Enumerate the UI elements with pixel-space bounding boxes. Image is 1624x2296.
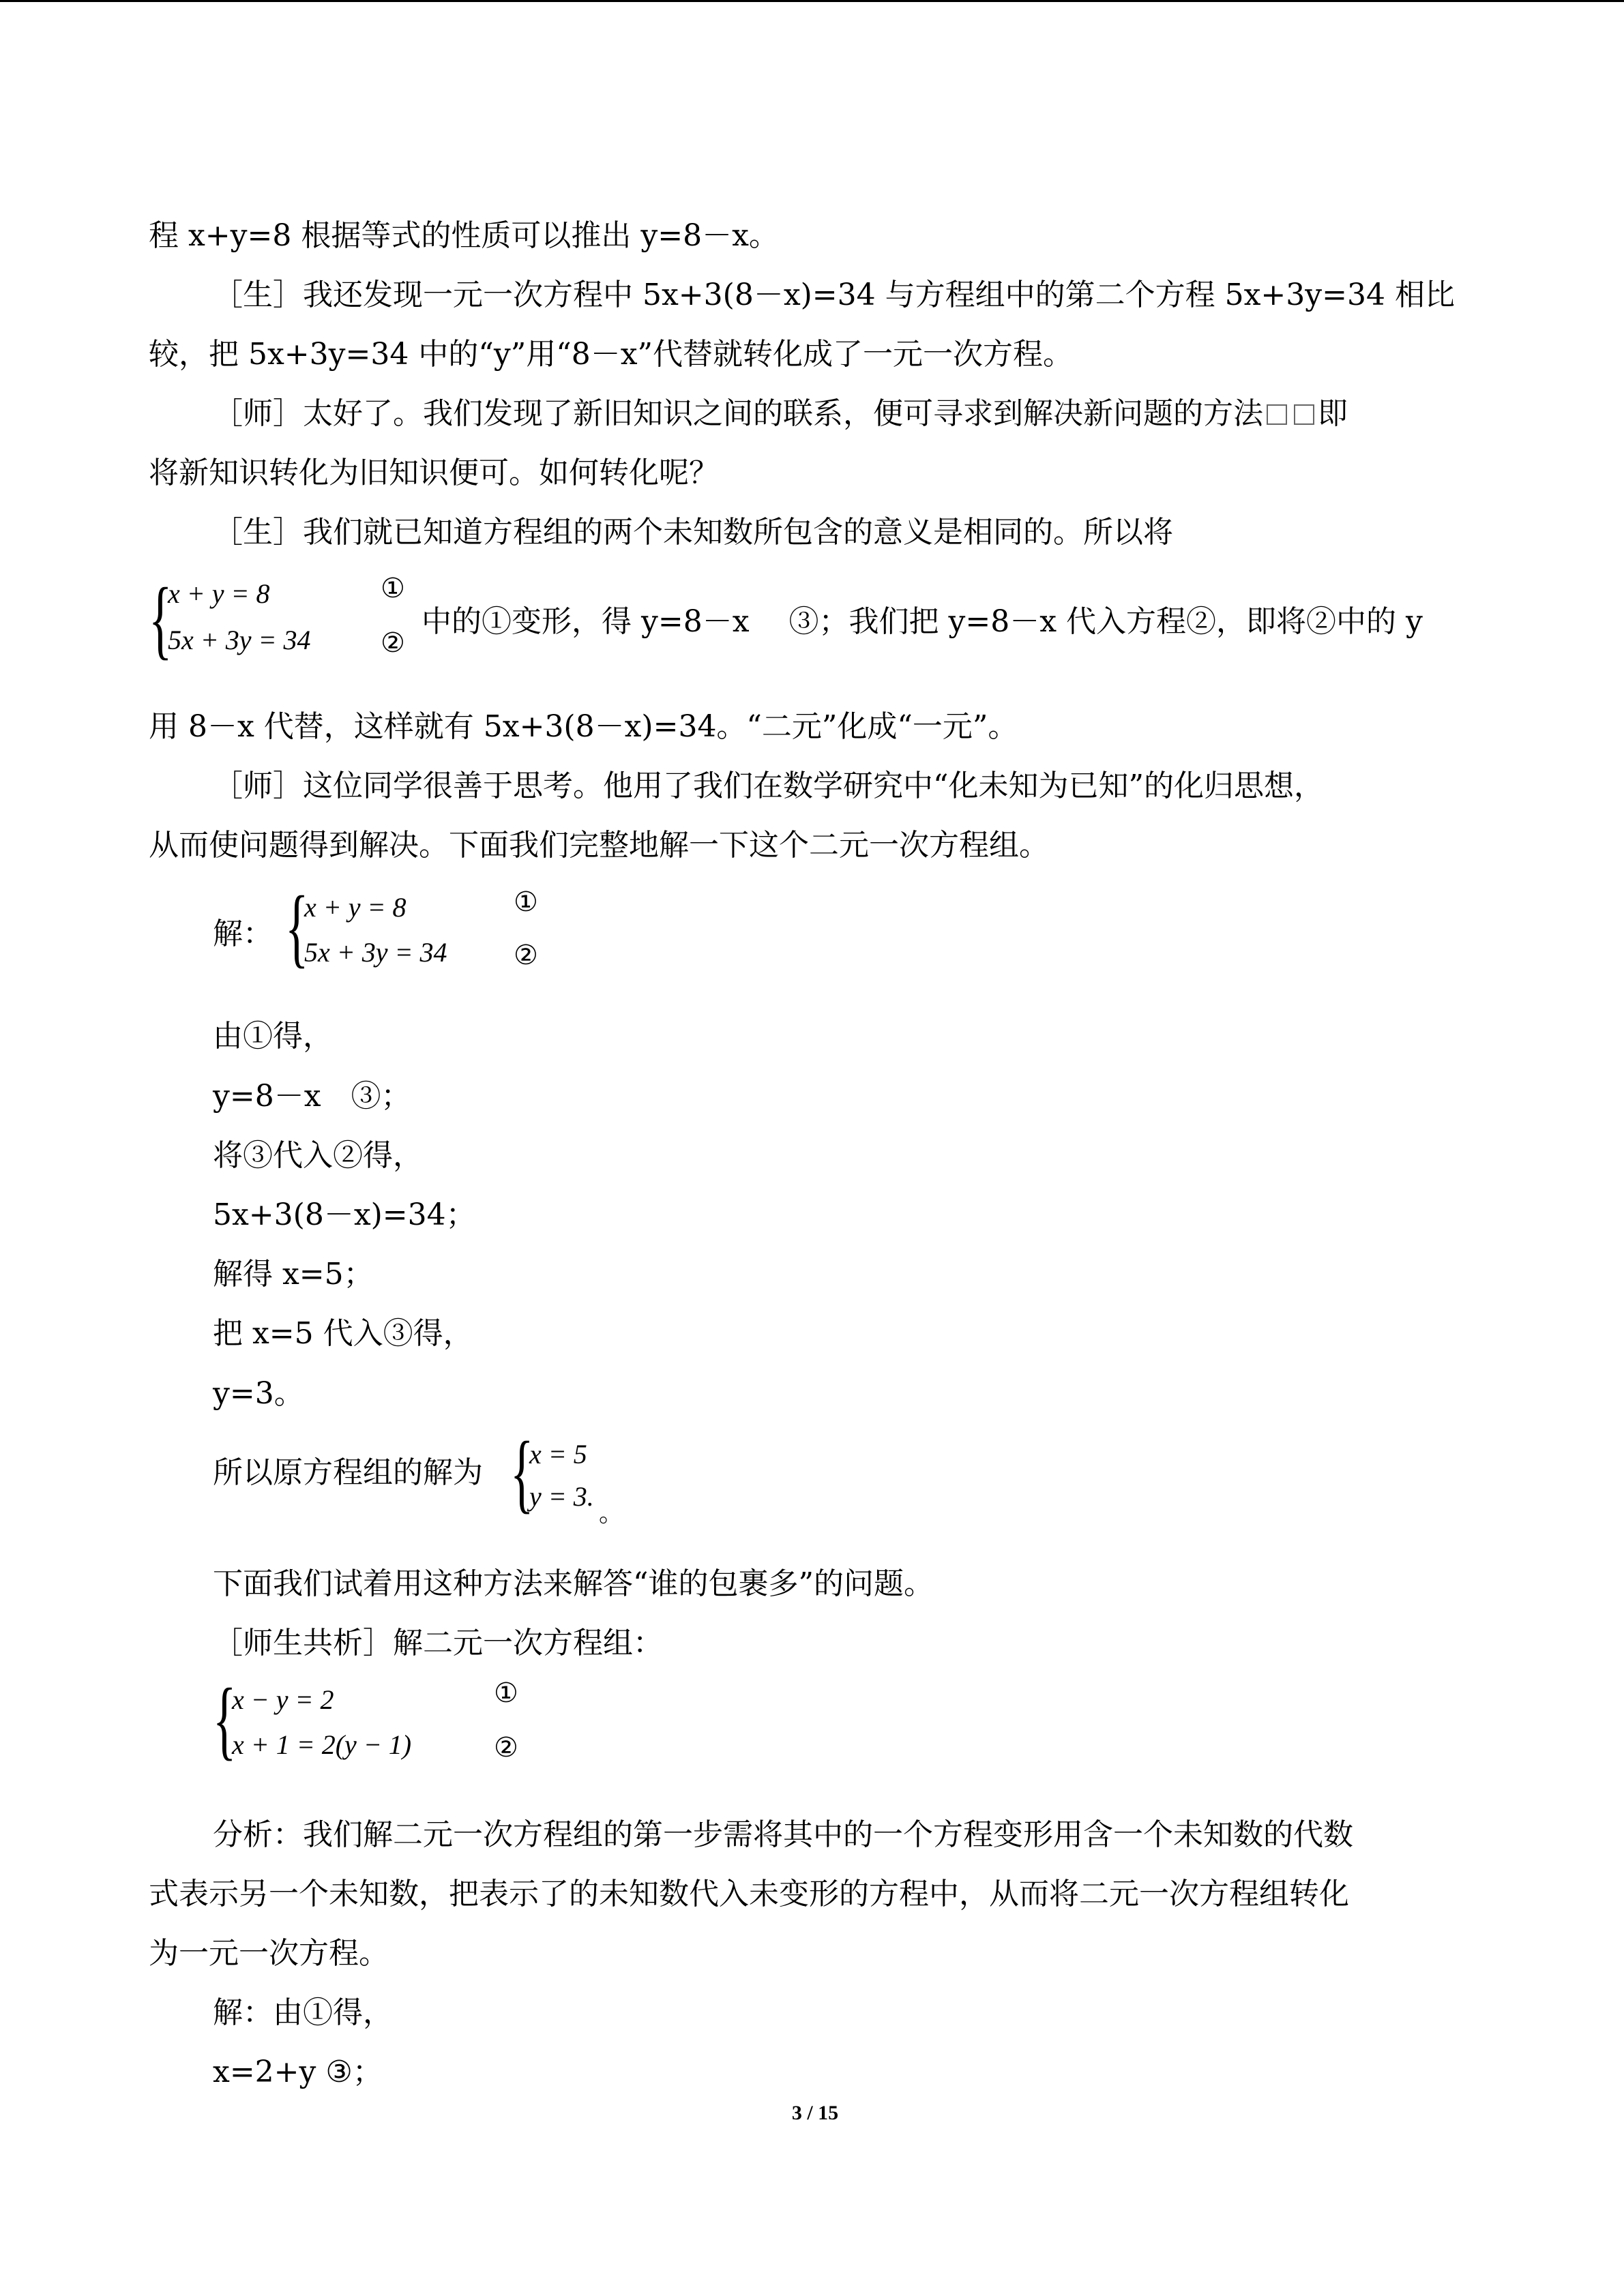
paragraph-line: 较，把 5x+3y=34 中的“y”用“8－x”代替就转化成了一元一次方程。	[149, 337, 1073, 372]
paragraph-line: y=8－x ③；	[213, 1079, 411, 1114]
paragraph-line: 式表示另一个未知数，把表示了的未知数代入未变形的方程中，从而将二元一次方程组转化	[149, 1877, 1349, 1911]
equation-marker: ①	[381, 573, 405, 603]
paragraph-line: ［师生共析］解二元一次方程组：	[213, 1626, 663, 1660]
brace-symbol: {	[510, 1424, 534, 1522]
paragraph-line: 解得 x=5；	[213, 1257, 374, 1292]
paragraph-line: 将③代入②得，	[213, 1138, 423, 1173]
paragraph-line: 为一元一次方程。	[149, 1936, 389, 1971]
equation-system	[149, 570, 422, 670]
brace-symbol: {	[213, 1671, 237, 1769]
paragraph-line: x=2+y ③；	[213, 2055, 383, 2089]
brace-symbol: {	[285, 878, 309, 976]
equation-marker: ②	[494, 1732, 518, 1763]
paragraph-line: ［师］这位同学很善于思考。他用了我们在数学研究中“化未知为已知”的化归思想，	[213, 769, 1324, 803]
equation-line: x + 1 = 2(y − 1)	[232, 1729, 412, 1760]
paragraph-line: 5x+3(8－x)=34；	[213, 1197, 476, 1232]
paragraph-line: 从而使问题得到解决。下面我们完整地解一下这个二元一次方程组。	[149, 828, 1049, 863]
paragraph-line: y=3。	[213, 1376, 304, 1411]
text-segment: ［师］太好了。我们发现了新旧知识之间的联系，便可寻求到解决新问题的方法	[213, 396, 1263, 431]
paragraph-line: 将新知识转化为旧知识便可。如何转化呢？	[149, 456, 719, 490]
paragraph-line	[213, 395, 1348, 433]
missing-glyph-box	[1267, 404, 1287, 425]
equation-system	[213, 1671, 527, 1771]
equation-marker: ①	[514, 886, 538, 917]
equation-line: x + y = 8	[168, 578, 270, 609]
paragraph-line: 下面我们试着用这种方法来解答“谁的包裹多”的问题。	[213, 1566, 934, 1601]
brace-symbol: {	[149, 570, 173, 668]
paragraph-line: 由①得，	[213, 1019, 333, 1054]
paragraph-line: 分析：我们解二元一次方程组的第一步需将其中的一个方程变形用含一个未知数的代数	[213, 1817, 1353, 1852]
equation-line: 5x + 3y = 34	[168, 625, 311, 655]
paragraph-line: 解：	[213, 916, 273, 951]
missing-glyph-box	[1294, 404, 1314, 425]
paragraph-line: ［生］我还发现一元一次方程中 5x+3(8－x)=34 与方程组中的第二个方程 5x+3y=34 相比	[213, 278, 1455, 312]
equation-marker: ②	[514, 940, 538, 970]
paragraph-line: 所以原方程组的解为	[213, 1455, 483, 1490]
paragraph-line: ［生］我们就已知道方程组的两个未知数所包含的意义是相同的。所以将	[213, 515, 1173, 550]
equation-line: y = 3.	[529, 1481, 594, 1512]
paragraph-line: 用 8－x 代替，这样就有 5x+3(8－x)=34。“二元”化成“一元”。	[149, 709, 1018, 744]
paragraph-line: 。	[599, 1500, 624, 1527]
equation-marker: ②	[381, 627, 405, 658]
equation-line: x + y = 8	[304, 892, 407, 923]
page-number: 3 / 15	[791, 2102, 839, 2124]
equation-marker: ①	[494, 1678, 518, 1708]
equation-line: x = 5	[529, 1439, 587, 1470]
equation-line: x − y = 2	[232, 1684, 334, 1715]
paragraph-line: 把 x=5 代入③得，	[213, 1316, 473, 1351]
paragraph-line: 中的①变形，得 y=8－x ③；我们把 y=8－x 代入方程②，即将②中的 y	[422, 604, 1423, 639]
paragraph-line: 解：由①得，	[213, 1995, 393, 2030]
equation-system	[285, 878, 558, 979]
paragraph-line: 程 x+y=8 根据等式的性质可以推出 y=8－x。	[149, 218, 779, 253]
equation-line: 5x + 3y = 34	[304, 937, 447, 968]
text-segment: 即	[1318, 396, 1348, 431]
